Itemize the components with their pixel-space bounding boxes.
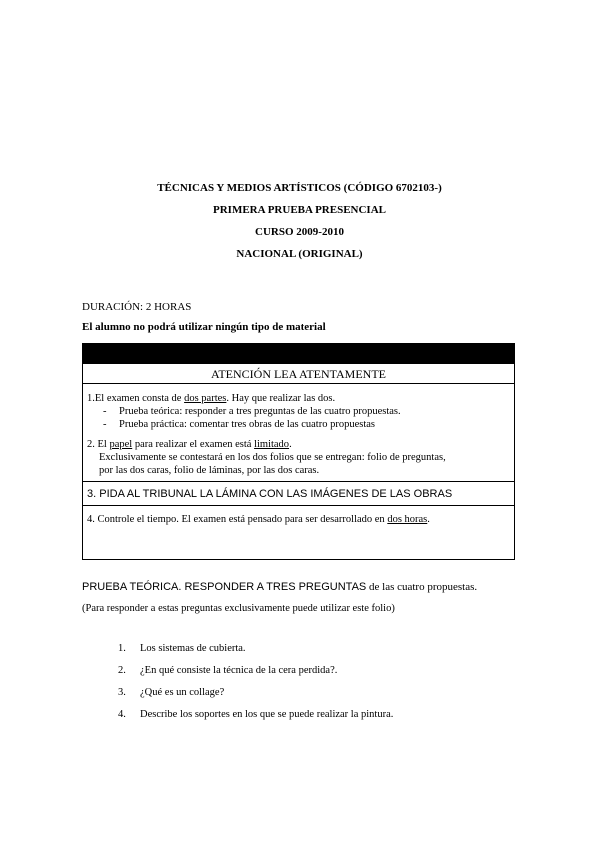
questions-list xyxy=(118,642,393,730)
instruction-2: 2. El papel para realizar el examen está limitado. Exclusivamente se contestará en los dos folios que se entregan: folio de preguntas, por las dos caras, folio de láminas, por las dos caras. xyxy=(87,439,446,476)
heading-divider xyxy=(83,383,514,384)
course-title: TÉCNICAS Y MEDIOS ARTÍSTICOS (CÓDIGO 6702103-) xyxy=(157,182,442,194)
list-item: - Prueba práctica: comentar tres obras de las cuatro propuestas xyxy=(103,419,375,430)
exam-parts-list xyxy=(87,405,510,431)
list-item: 1. Los sistemas de cubierta. xyxy=(118,643,246,654)
instruction-4: 4. Controle el tiempo. El examen está pensado para ser desarrollado en dos horas. xyxy=(87,514,430,525)
instructions-content xyxy=(83,392,514,526)
instructions-box xyxy=(82,343,515,560)
no-material-notice: El alumno no podrá utilizar ningún tipo de material xyxy=(82,321,326,333)
exam-duration: DURACIÓN: 2 HORAS xyxy=(82,301,192,313)
academic-year: CURSO 2009-2010 xyxy=(255,226,344,238)
divider xyxy=(83,481,514,482)
exam-header xyxy=(0,177,599,265)
instructions-box-header-bar xyxy=(83,344,514,364)
underlined-limited: limitado xyxy=(254,439,290,450)
instructions-heading: ATENCIÓN LEA ATENTAMENTE xyxy=(210,367,387,381)
list-item: 2. ¿En qué consiste la técnica de la cera perdida?. xyxy=(118,665,338,676)
list-item: 3. ¿Qué es un collage? xyxy=(118,687,225,698)
list-item: - Prueba teórica: responder a tres preguntas de las cuatro propuestas. xyxy=(103,406,401,417)
instruction-1: 1.El examen consta de dos partes. Hay que realizar las dos. - Prueba teórica: responder a tres preguntas de las cuatro propuestas. - Prueba práctica: comentar tres obras de las cuatro propuestas xyxy=(87,392,510,431)
underlined-paper: papel xyxy=(109,439,133,450)
underlined-two-parts: dos partes xyxy=(184,393,227,404)
underlined-two-hours: dos horas xyxy=(387,514,428,525)
list-item: 4. Describe los soportes en los que se puede realizar la pintura. xyxy=(118,709,394,720)
instruction-3: 3. PIDA AL TRIBUNAL LA LÁMINA CON LAS IMÁGENES DE LAS OBRAS xyxy=(87,488,453,500)
divider xyxy=(83,505,514,506)
exam-session: PRIMERA PRUEBA PRESENCIAL xyxy=(213,204,386,216)
theory-section-note: (Para responder a estas preguntas exclusivamente puede utilizar este folio) xyxy=(82,603,395,614)
exam-type: NACIONAL (ORIGINAL) xyxy=(236,248,363,260)
theory-section-title: PRUEBA TEÓRICA. RESPONDER A TRES PREGUNTAS de las cuatro propuestas. xyxy=(82,581,478,593)
